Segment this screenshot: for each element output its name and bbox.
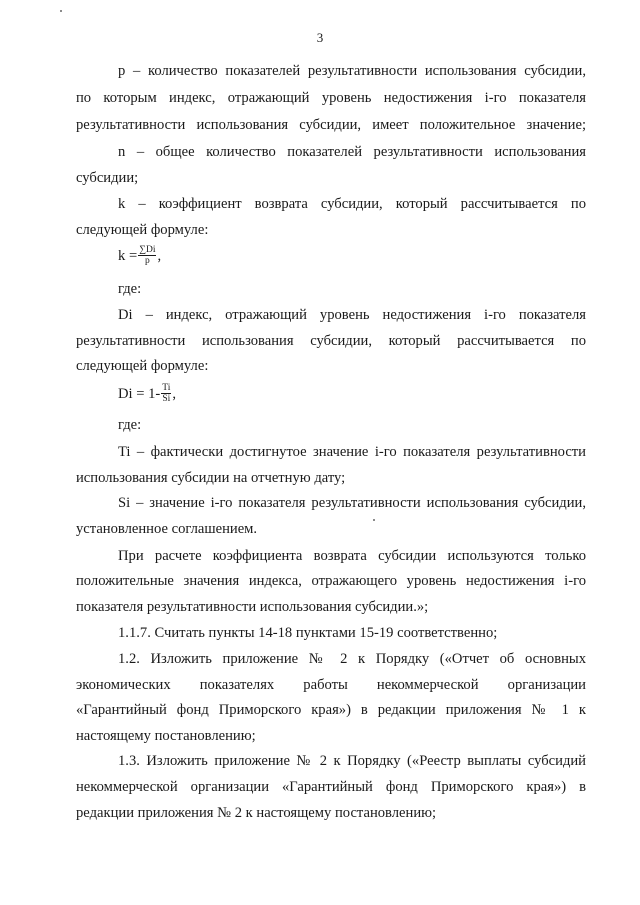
text-line: где: <box>118 281 142 297</box>
text-line: n – общее количество показателей результативности использования <box>118 144 586 160</box>
text-line: результативности использования субсидии, имеет положительное значение; <box>76 117 586 133</box>
text-line: следующей формуле: <box>76 222 209 238</box>
text-line: установленное соглашением. <box>76 521 258 537</box>
text-line: 1.3. Изложить приложение № 2 к Порядку («Реестр выплаты субсидий <box>118 753 586 769</box>
page-number: 3 <box>316 30 324 45</box>
text-line: настоящему постановлению; <box>76 728 256 744</box>
formula-di-lhs: Di = 1- <box>118 385 161 402</box>
text-line: результативности использования субсидии, который рассчитывается по <box>76 333 586 349</box>
scan-speck <box>373 519 375 521</box>
text-line: некоммерческой организации «Гарантийный фонд Приморского края») в <box>76 779 586 795</box>
text-line: где: <box>118 417 142 433</box>
text-line: редакции приложения № 2 к настоящему постановлению; <box>76 805 437 821</box>
formula-k <box>118 245 161 266</box>
text-line: следующей формуле: <box>76 358 209 374</box>
formula-k-numerator: ∑Di <box>139 245 156 255</box>
formula-di-denominator: Si <box>162 394 171 404</box>
text-line: экономических показателях работы некоммерческой организации <box>76 677 586 693</box>
formula-di-tail: , <box>172 385 177 402</box>
text-line: 1.1.7. Считать пункты 14-18 пунктами 15-19 соответственно; <box>118 625 498 641</box>
text-line: При расчете коэффициента возврата субсидии используются только <box>118 548 586 564</box>
formula-di-numerator: Ti <box>162 383 171 393</box>
scan-speck <box>60 10 62 12</box>
text-line: 1.2. Изложить приложение № 2 к Порядку («Отчет об основных <box>118 651 586 667</box>
text-line: субсидии; <box>76 170 139 186</box>
text-line: Di – индекс, отражающий уровень недостижения i-го показателя <box>118 307 586 323</box>
text-line: положительные значения индекса, отражающего уровень недостижения i-го <box>76 573 586 589</box>
formula-di <box>118 383 176 404</box>
text-line: по которым индекс, отражающий уровень недостижения i-го показателя <box>76 90 586 106</box>
text-line: k – коэффициент возврата субсидии, который рассчитывается по <box>118 196 586 212</box>
formula-di-fraction <box>161 383 171 404</box>
text-line: «Гарантийный фонд Приморского края») в редакции приложения № 1 к <box>76 702 586 718</box>
text-line: использования субсидии на отчетную дату; <box>76 470 346 486</box>
text-line: показателя результативности использования субсидии.»; <box>76 599 429 615</box>
formula-k-fraction <box>138 245 156 266</box>
text-line: p – количество показателей результативности использования субсидии, <box>118 63 586 79</box>
formula-k-tail: , <box>157 247 162 264</box>
text-line: Ti – фактически достигнутое значение i-го показателя результативности <box>118 444 586 460</box>
formula-k-denominator: p <box>144 256 150 266</box>
formula-k-lhs: k = <box>118 247 138 264</box>
text-line: Si – значение i-го показателя результативности использования субсидии, <box>118 495 586 511</box>
